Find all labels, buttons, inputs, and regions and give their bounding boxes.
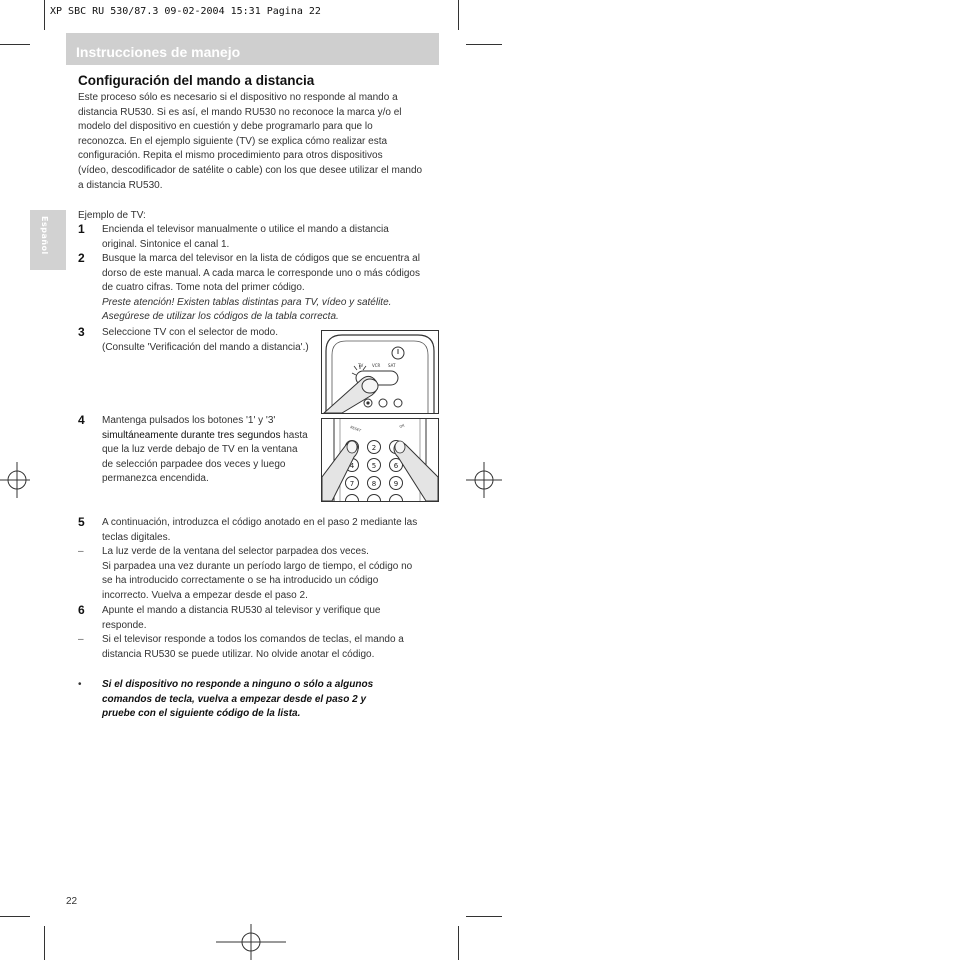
registration-mark-right-icon xyxy=(466,462,502,498)
tip-bullet: • xyxy=(78,679,82,690)
language-tab xyxy=(30,210,66,270)
svg-text:6: 6 xyxy=(393,462,399,470)
step-6-text: Apunte el mando a distancia RU530 al televisor y verifique que responde. xyxy=(102,605,381,631)
step-4-emphasis: simultáneamente durante tres segundos xyxy=(102,429,281,441)
step-6-result: Si el televisor responde a todos los comandos de teclas, el mando a distancia RU530 se puede utilizar. No olvide anotar el código. xyxy=(102,634,404,660)
svg-text:VCR: VCR xyxy=(372,363,381,368)
svg-text:9: 9 xyxy=(393,480,399,488)
svg-text:7: 7 xyxy=(349,480,355,488)
step-2-note: Preste atención! Existen tablas distintas para TV, vídeo y satélite. xyxy=(102,296,392,308)
step-number-3: 3 xyxy=(78,325,85,339)
keypad-illustration xyxy=(321,418,439,502)
svg-text:TV: TV xyxy=(358,363,364,368)
intro-paragraph: Este proceso sólo es necesario si el dispositivo no responde al mando a distancia RU530. Si es así, el mando RU530 no reconoce la marca y/o el modelo del dispositivo en cuestión y debe programarlo para que lo reconozca. En el ejemplo siguiente (TV) se explica cómo realizar esta configuración. Repita el mismo procedimiento para otros dispositivos (vídeo, descodificador de satélite o cable) con los que desee utilizar el mando a distancia RU530. xyxy=(78,92,423,191)
step-number-4: 4 xyxy=(78,413,85,427)
svg-text:OK: OK xyxy=(398,423,406,429)
example-label: Ejemplo de TV: xyxy=(78,210,146,221)
step-number-1: 1 xyxy=(78,222,85,236)
print-header: XP SBC RU 530/87.3 09-02-2004 15:31 Pagina 22 xyxy=(50,6,321,17)
step-number-6: 6 xyxy=(78,603,85,617)
page-title: Configuración del mando a distancia xyxy=(78,73,315,88)
svg-text:SAT: SAT xyxy=(388,363,396,368)
page-number: 22 xyxy=(66,896,78,907)
tip-text: Si el dispositivo no responde a ninguno o sólo a algunos comandos de tecla, vuelva a empezar desde el paso 2 y pruebe con el siguiente código de la lista. xyxy=(102,679,374,720)
step-3-text: Seleccione TV con el selector de modo. (Consulte 'Verificación del mando a distancia'.) xyxy=(102,327,309,353)
mode-selector-illustration xyxy=(321,330,439,414)
language-tab-label: Español xyxy=(40,216,49,255)
step-5-result: La luz verde de la ventana del selector parpadea dos veces. Si parpadea una vez durante un período largo de tiempo, el código no se ha introducido correctamente o se ha introducido un código incorrecto. Vuelva a empezar desde el paso 2. xyxy=(102,546,413,601)
step-4-text: Mantenga pulsados los botones '1' y '3' simultáneamente durante tres segundos hasta que la luz verde debajo de TV en la ventana de selección parpadee dos veces y luego permanezca encendida. xyxy=(102,415,308,485)
svg-text:8: 8 xyxy=(371,480,377,488)
step-5-dash: – xyxy=(78,546,84,557)
svg-text:4: 4 xyxy=(349,462,355,470)
step-number-2: 2 xyxy=(78,251,85,265)
step-number-5: 5 xyxy=(78,515,85,529)
svg-text:5: 5 xyxy=(371,462,377,470)
svg-text:2: 2 xyxy=(371,444,377,452)
step-5-text: A continuación, introduzca el código anotado en el paso 2 mediante las teclas digitales. xyxy=(102,517,418,543)
registration-mark-left-icon xyxy=(0,462,30,498)
registration-mark-bottom-icon xyxy=(216,924,286,960)
step-2-text: Busque la marca del televisor en la lista de códigos que se encuentra al dorso de este manual. A cada marca le corresponde uno o más códigos de cuatro cifras. Tome nota del primer código. Preste atención! Existen tablas distintas para TV, vídeo y satélite. Asegúrese de utilizar los códigos de la tabla correcta. xyxy=(102,252,442,325)
step-6-dash: – xyxy=(78,634,84,645)
step-1-text: Encienda el televisor manualmente o utilice el mando a distancia original. Sintonice el canal 1. xyxy=(102,224,389,250)
section-header-bar xyxy=(66,33,439,65)
svg-text:RESET: RESET xyxy=(349,425,362,433)
section-title: Instrucciones de manejo xyxy=(76,44,241,60)
